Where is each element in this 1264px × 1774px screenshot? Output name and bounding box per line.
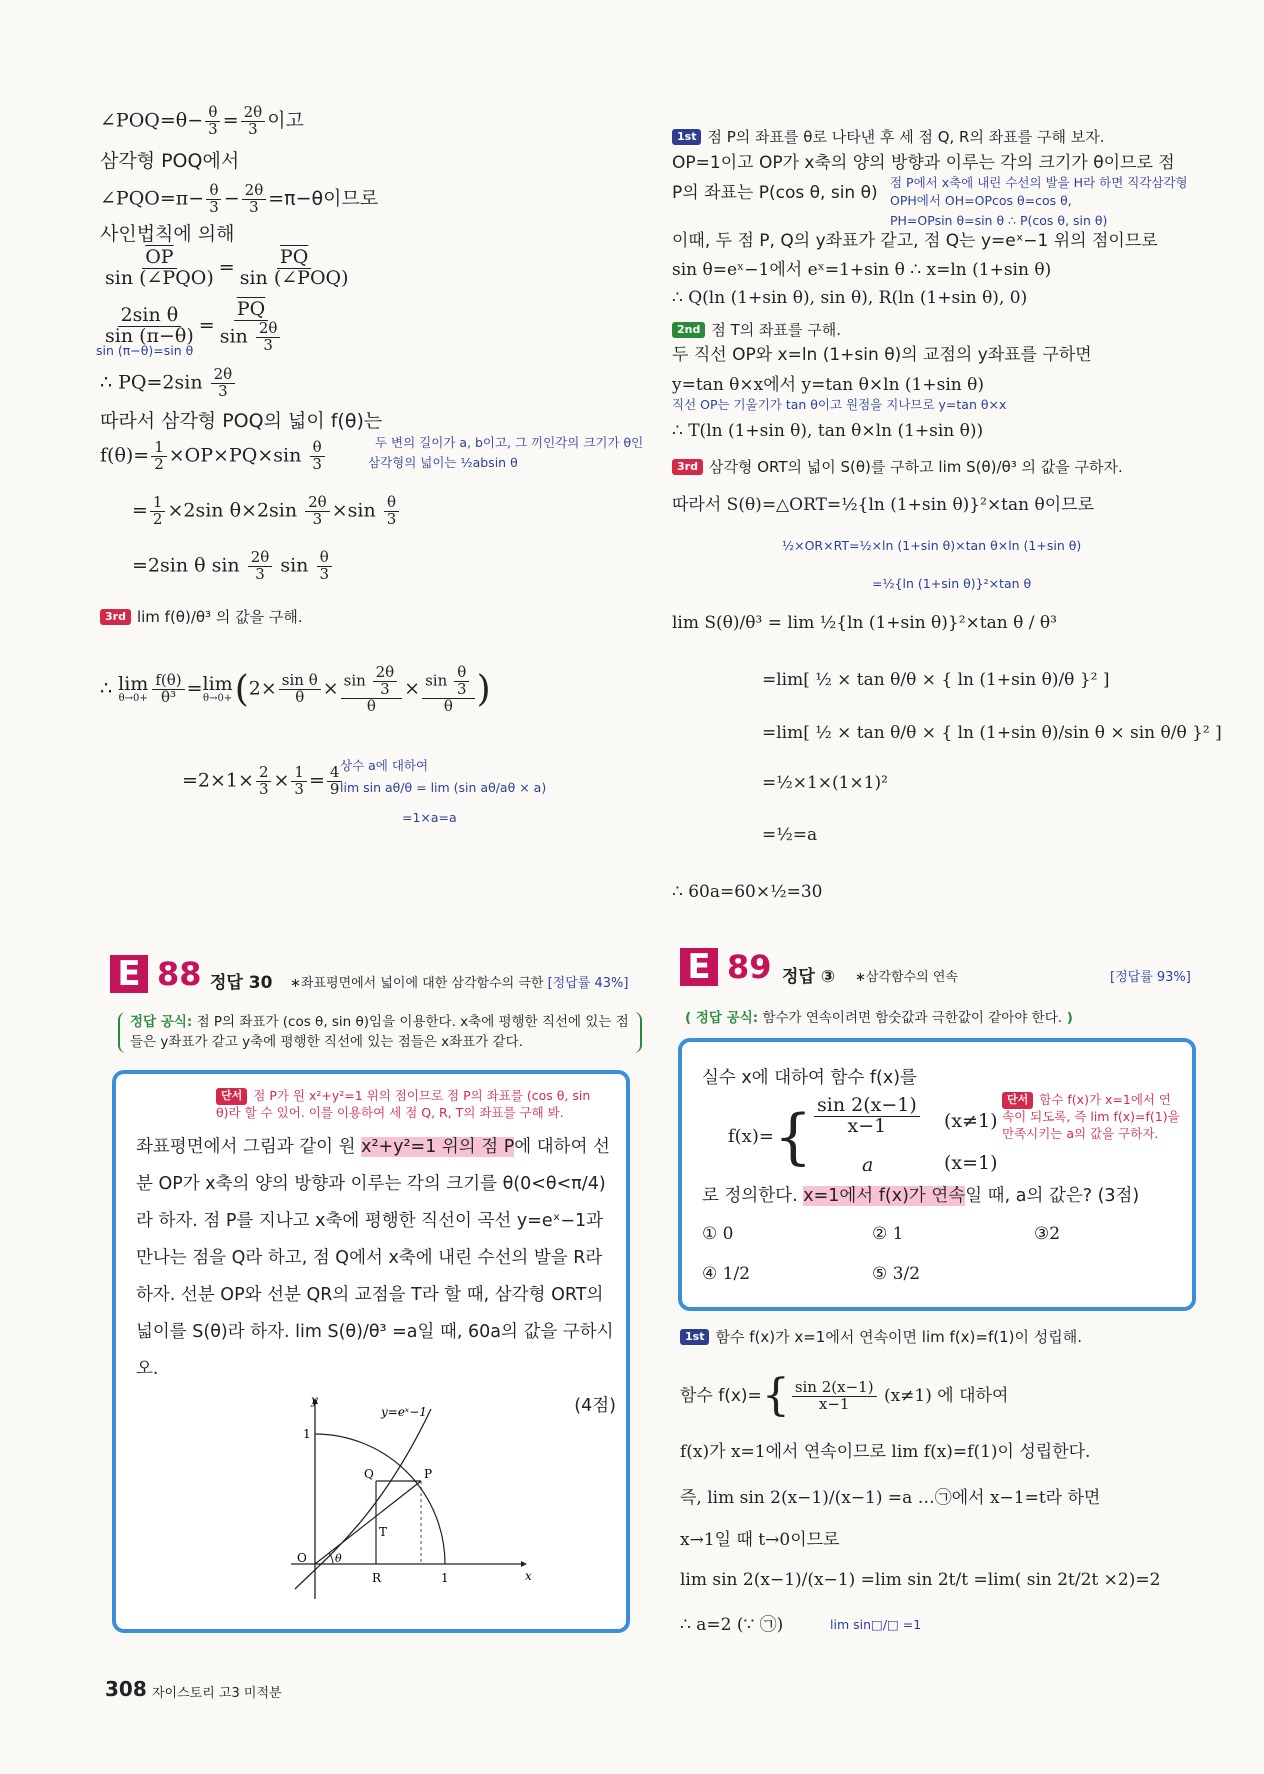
r3: 이때, 두 점 P, Q의 y좌표가 같고, 점 Q는 y=eˣ−1 위의 점이므로 — [672, 231, 1158, 251]
r2-note-3: PH=OPsin θ=sin θ ∴ P(cos θ, sin θ) — [890, 213, 1108, 228]
graph-point-q: Q — [364, 1467, 374, 1481]
problem88-graph — [281, 1394, 541, 1614]
r14: =½=a — [762, 825, 818, 845]
r2: P의 좌표는 P(cos θ, sin θ) — [672, 183, 878, 203]
graph-point-t: T — [379, 1525, 388, 1539]
problem89-fx: f(x)={ — [728, 1102, 813, 1172]
const-note-3: =1×a=a — [402, 810, 457, 825]
limit-equation: ∴ lim θ→0+ $\frac{f(\theta)}{\text{θ³}}$ = lim θ→0+ (2× $\frac{\text{sin θ}}{\theta}$ × sin $\frac{2\theta}{3}$ θ × sin $\frac{\theta}{3}$ θ ) — [100, 663, 491, 715]
step2-heading: 2nd 점 T의 좌표를 구해. — [672, 318, 841, 341]
problem88-label: E — [110, 955, 148, 993]
problem89-q2: 로 정의한다. x=1에서 f(x)가 연속일 때, a의 값은? (3점) — [702, 1186, 1140, 1206]
r7-note: 직선 OP는 기울기가 tan θ이고 원점을 지나므로 y=tan θ×x — [672, 397, 1007, 412]
r9-note-2: =½{ln (1+sin θ)}²×tan θ — [872, 576, 1032, 591]
p89-r3: 즉, lim sin 2(x−1)/(x−1) =a …㉠에서 x−1=t라 하면 — [680, 1488, 1101, 1508]
area-step-2: =2sin θ sin $\frac{2\theta}{3}$ sin $\frac{\theta}{3}$ — [132, 550, 334, 583]
sine-law-equation: $\frac{\overline{OP}}{\text{sin (∠PQO)}}$ = $\frac{\overline{PQ}}{\text{sin (∠POQ)}}$ — [105, 246, 349, 289]
angle-poq-line: ∠POQ=θ− $\frac{\theta}{3}$ = $\frac{2\theta}{3}$ 이고 — [100, 103, 304, 138]
graph-y-label: y — [311, 1394, 318, 1407]
problem88-box — [112, 1070, 630, 1633]
angle-pqo-line: ∠PQO=π− $\frac{\theta}{3}$ − $\frac{2\theta}{3}$ =π−θ이므로 — [100, 181, 379, 216]
step3-heading-right: 3rd 삼각형 ORT의 넓이 S(θ)를 구하고 lim S(θ)/θ³ 의 값을 구하자. — [672, 455, 1123, 478]
problem88-p3: 라 하자. 점 P를 지나고 x축에 평행한 직선이 곡선 y=eˣ−1과 — [136, 1211, 604, 1231]
choice-1[interactable]: ① 0 — [702, 1224, 734, 1244]
problem88-points: (4점) — [574, 1396, 616, 1416]
p89-r2: f(x)가 x=1에서 연속이므로 lim f(x)=f(1)이 성립한다. — [680, 1442, 1091, 1462]
r10: lim S(θ)/θ³ = lim ½{ln (1+sin θ)}²×tan θ / θ³ — [672, 613, 1057, 633]
graph-one-x: 1 — [441, 1571, 449, 1585]
problem88-number: 88 — [157, 955, 202, 993]
problem89-box — [678, 1038, 1196, 1311]
r5: ∴ Q(ln (1+sin θ), sin θ), R(ln (1+sin θ), 0) — [672, 288, 1028, 308]
problem88-hint: 단서 점 P가 원 x²+y²=1 위의 점이므로 점 P의 좌표를 (cos θ, sin θ)라 할 수 있어. 이를 이용하여 세 점 Q, R, T의 좌표를 구해 봐. — [216, 1088, 591, 1120]
problem89-rate: [정답률 93%] — [1110, 970, 1191, 985]
problem88-p5: 하자. 선분 OP와 선분 QR의 교점을 T라 할 때, 삼각형 ORT의 — [136, 1285, 604, 1305]
graph-point-p: P — [424, 1467, 433, 1481]
problem89-hint: 단서 함수 f(x)가 x=1에서 연속이 되도록, 즉 lim f(x)=f(1)을 만족시키는 a의 값을 구하자. — [1002, 1092, 1180, 1141]
sine-law-substituted: $\frac{\text{2sin θ}}{\sin (\pi-\theta)}$ = $\overline{PQ}$ sin $\frac{2\theta}{3}$ — [100, 300, 287, 353]
problem88-p1: 좌표평면에서 그림과 같이 원 x²+y²=1 위의 점 P에 대하여 선 — [136, 1137, 610, 1157]
sine-law-text: 사인법칙에 의해 — [100, 223, 235, 245]
problem89-case1: $\frac{\sin 2(x-1)}{x-1}$ — [812, 1096, 922, 1137]
problem88-formula: 정답 공식: 점 P의 좌표가 (cos θ, sin θ)임을 이용한다. x축에 평행한 직선에 있는 점들은 y좌표가 같고 y축에 평행한 직선에 있는 점들은 x좌표가 같다. — [118, 1012, 642, 1053]
problem88-text — [136, 1129, 616, 1425]
r9-note-1: ½×OR×RT=½×ln (1+sin θ)×tan θ×ln (1+sin θ) — [782, 538, 1082, 553]
limit-result: =2×1× $\frac{2}{3}$ × $\frac{1}{3}$ = $\frac{4}{9}$ — [182, 765, 344, 798]
const-note-2: lim sin aθ/θ = lim (sin aθ/aθ × a) — [340, 780, 547, 795]
area-intro: 따라서 삼각형 POQ의 넓이 f(θ)는 — [100, 410, 383, 432]
problem88-tag: ∗좌표평면에서 넓이에 대한 삼각함수의 극한 [정답률 43%] — [290, 976, 629, 991]
graph-point-r: R — [372, 1571, 382, 1585]
pq-result: ∴ PQ=2sin $\frac{2\theta}{3}$ — [100, 367, 237, 400]
problem89-case2: a — [862, 1154, 874, 1176]
r11: =lim[ ½ × tan θ/θ × { ln (1+sin θ)/θ }² ] — [762, 670, 1110, 690]
p89-step1-heading: 1st 함수 f(x)가 x=1에서 연속이면 lim f(x)=f(1)이 성립해. — [680, 1325, 1082, 1348]
sin-identity-note: sin (π−θ)=sin θ — [96, 343, 194, 358]
choice-4[interactable]: ④ 1/2 — [702, 1264, 751, 1284]
r13: =½×1×(1×1)² — [762, 773, 888, 793]
choice-5[interactable]: ⑤ 3/2 — [872, 1264, 921, 1284]
graph-curve-label: y=eˣ−1 — [381, 1405, 427, 1419]
r7: y=tan θ×x에서 y=tan θ×ln (1+sin θ) — [672, 375, 984, 395]
p89-r4: x→1일 때 t→0이므로 — [680, 1530, 840, 1550]
problem89-number: 89 — [727, 948, 772, 986]
graph-theta: θ — [335, 1552, 342, 1565]
graph-x-label: x — [525, 1569, 532, 1583]
step3-heading: 3rd lim f(θ)/θ³ 의 값을 구해. — [100, 605, 303, 628]
problem88-p6: 넓이를 S(θ)라 하자. lim S(θ)/θ³ =a일 때, 60a의 값을 구하시오. — [136, 1322, 614, 1379]
problem89-tag: ∗삼각함수의 연속 — [855, 970, 958, 985]
p89-r6-note: lim sin□/□ =1 — [830, 1617, 922, 1632]
const-note-1: 상수 a에 대하여 — [340, 758, 429, 773]
r6: 두 직선 OP와 x=ln (1+sin θ)의 교점의 y좌표를 구하면 — [672, 345, 1092, 365]
area-step-1: = $\frac{1}{2}$ ×2sin θ×2sin $\frac{2\theta}{3}$ ×sin $\frac{\theta}{3}$ — [132, 495, 401, 528]
problem89-q1: 실수 x에 대하여 함수 f(x)를 — [702, 1068, 917, 1088]
area-formula: f(θ)= $\frac{1}{2}$ ×OP×PQ×sin $\frac{\theta}{3}$ — [100, 440, 327, 473]
problem89-case1-cond: (x≠1) — [944, 1110, 998, 1132]
problem88-p2: 분 OP가 x축의 양의 방향과 이루는 각의 크기를 θ(0<θ<π/4) — [136, 1174, 606, 1194]
graph-origin: O — [297, 1551, 307, 1565]
page-number: 308 — [105, 1677, 147, 1701]
r2-note-1: 점 P에서 x축에 내린 수선의 발을 H라 하면 직각삼각형 — [890, 175, 1188, 190]
area-note-2: 삼각형의 넓이는 ½absin θ — [368, 455, 518, 470]
problem89-formula: ( 정답 공식: 함수가 연속이려면 함숫값과 극한값이 같아야 한다. ) — [685, 1010, 1073, 1026]
problem88-p4: 만나는 점을 Q라 하고, 점 Q에서 x축에 내린 수선의 발을 R라 — [136, 1248, 603, 1268]
choice-3[interactable]: ③2 — [1034, 1224, 1061, 1244]
p89-r6: ∴ a=2 (∵ ㉠) — [680, 1615, 784, 1635]
p89-r1: 함수 f(x)={ $\frac{\sin 2(x-1)}{x-1}$ (x≠1) 에 대하여 — [680, 1370, 1009, 1421]
r4: sin θ=eˣ−1에서 eˣ=1+sin θ ∴ x=ln (1+sin θ) — [672, 260, 1052, 280]
r8: ∴ T(ln (1+sin θ), tan θ×ln (1+sin θ)) — [672, 421, 984, 441]
problem89-label: E — [680, 948, 718, 986]
problem89-case2-cond: (x=1) — [944, 1152, 998, 1174]
r12: =lim[ ½ × tan θ/θ × { ln (1+sin θ)/sin θ × sin θ/θ }² ] — [762, 723, 1222, 743]
problem89-answer: 정답 ③ — [782, 967, 836, 987]
p89-r5: lim sin 2(x−1)/(x−1) =lim sin 2t/t =lim( sin 2t/2t ×2)=2 — [680, 1570, 1161, 1590]
graph-one-y: 1 — [303, 1427, 311, 1441]
r9: 따라서 S(θ)=△ORT=½{ln (1+sin θ)}²×tan θ이므로 — [672, 495, 1095, 515]
r2-note-2: OPH에서 OH=OPcos θ=cos θ, — [890, 193, 1072, 208]
book-title: 자이스토리 고3 미적분 — [152, 1686, 282, 1701]
choice-2[interactable]: ② 1 — [872, 1224, 904, 1244]
r15: ∴ 60a=60×½=30 — [672, 882, 823, 902]
problem88-answer: 정답 30 — [210, 973, 273, 993]
r1: OP=1이고 OP가 x축의 양의 방향과 이루는 각의 크기가 θ이므로 점 — [672, 153, 1175, 173]
step1-heading: 1st 점 P의 좌표를 θ로 나타낸 후 세 점 Q, R의 좌표를 구해 보자. — [672, 125, 1104, 148]
triangle-text: 삼각형 POQ에서 — [100, 150, 240, 172]
area-note-1: 두 변의 길이가 a, b이고, 그 끼인각의 크기가 θ인 — [375, 435, 644, 450]
